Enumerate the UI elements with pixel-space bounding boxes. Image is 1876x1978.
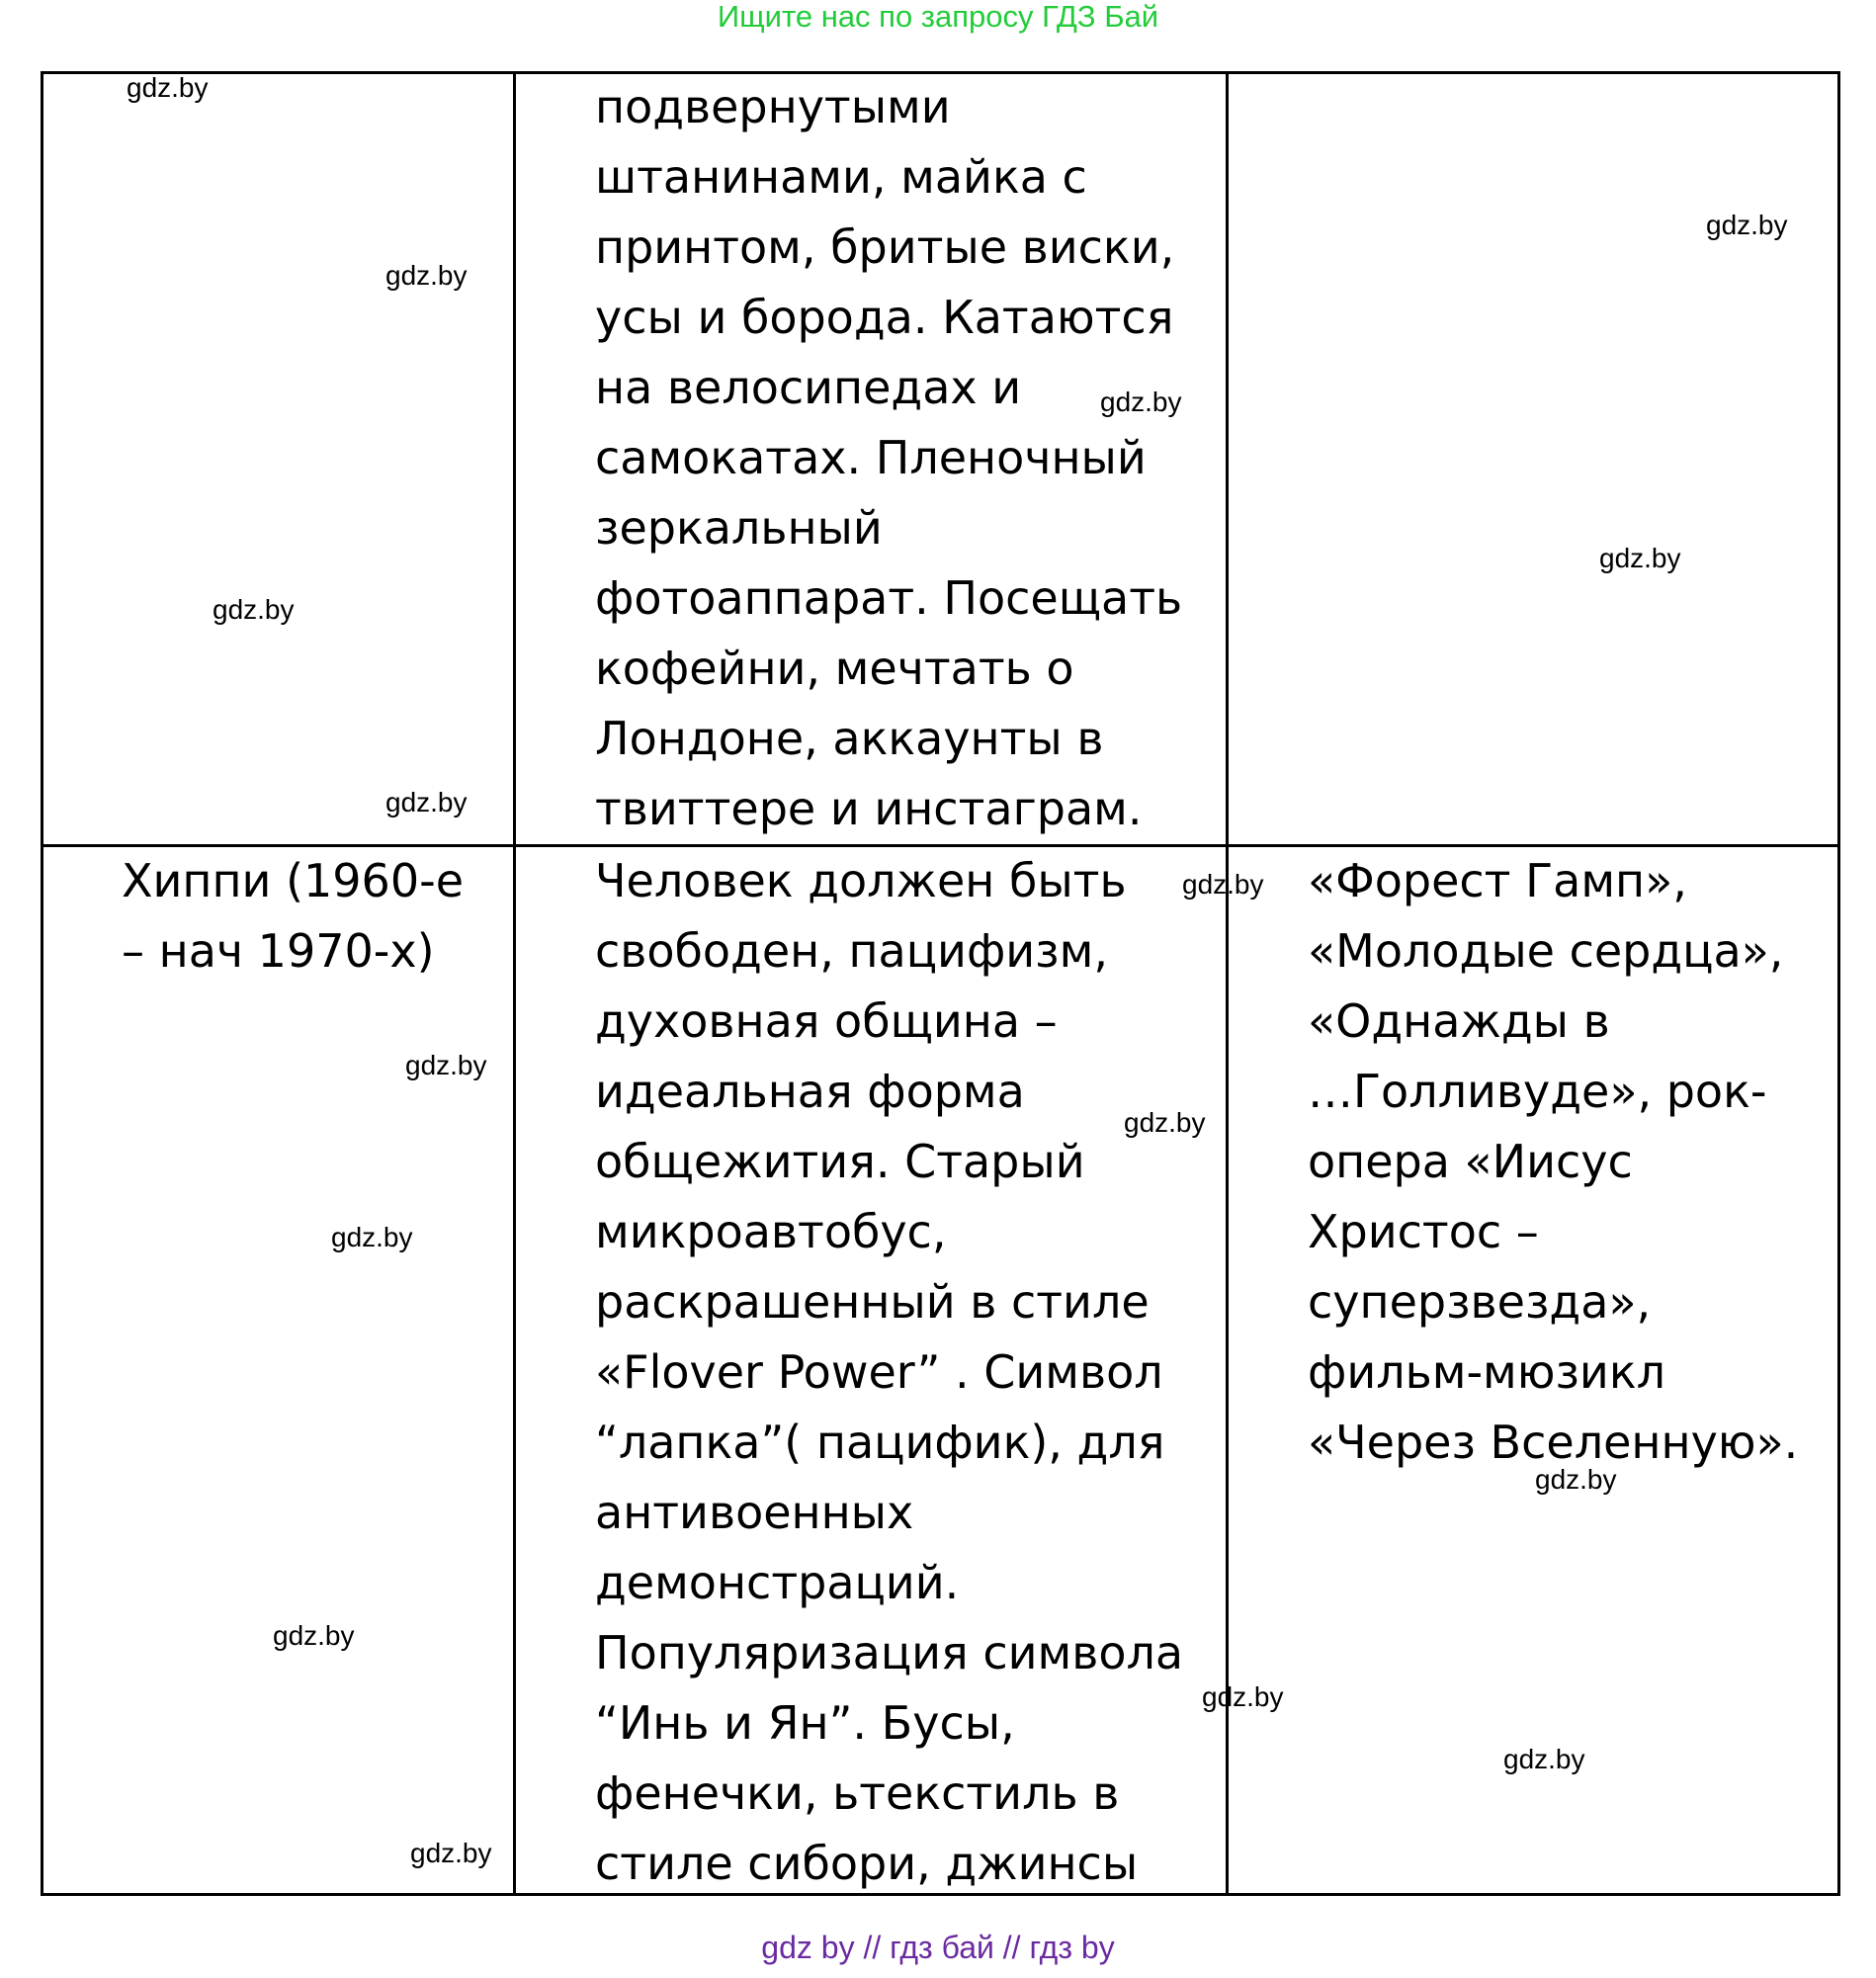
watermark: gdz.by: [385, 787, 468, 817]
watermark: gdz.by: [213, 594, 295, 625]
row2-col2-text: Человек должен быть свободен, пацифизм, духовная община – идеальная форма общежития. Старый микроавтобус, раскрашенный в стиле «Flover Power” . Символ “лапка”( пацифик), для антивоенных демонстраций. Популяризация символа “Инь и Ян”. Бусы, фенечки, ьтекстиль в стиле сибори, джинсы: [595, 854, 1184, 1890]
watermark: gdz.by: [1124, 1107, 1206, 1138]
watermark: gdz.by: [1535, 1464, 1617, 1495]
row2-col1-text: Хиппи (1960-е – нач 1970-х): [122, 854, 464, 978]
watermark: gdz.by: [273, 1620, 355, 1651]
watermark: gdz.by: [1503, 1744, 1585, 1774]
row1-col2-text: подвернутыми штанинами, майка с принтом, бритые виски, усы и борода. Катаются на велосипедах и самокатах. Пленочный зеркальный фотоаппарат. Посещать кофейни, мечтать о Лондоне, аккаунты в твиттере и инстаграм.: [595, 80, 1183, 835]
column-divider-1: [513, 74, 516, 1893]
watermark: gdz.by: [1706, 210, 1788, 240]
watermark: gdz.by: [410, 1838, 492, 1868]
watermark: gdz.by: [127, 72, 209, 103]
row2-col3-text: «Форест Гамп», «Молодые сердца», «Однажды в …Голливуде», рок- опера «Иисус Христос – суперзвезда», фильм-мюзикл «Через Вселенную».: [1308, 854, 1799, 1469]
watermark: gdz.by: [1182, 869, 1264, 900]
footer-links: gdz by // гдз бай // гдз by: [761, 1930, 1115, 1965]
top-banner: Ищите нас по запросу ГДЗ Бай: [717, 0, 1159, 34]
watermark: gdz.by: [1202, 1681, 1284, 1712]
watermark: gdz.by: [1100, 387, 1182, 417]
watermark: gdz.by: [405, 1050, 487, 1080]
watermark: gdz.by: [331, 1222, 413, 1252]
watermark: gdz.by: [385, 260, 468, 291]
watermark: gdz.by: [1599, 543, 1681, 573]
column-divider-2: [1226, 74, 1229, 1893]
